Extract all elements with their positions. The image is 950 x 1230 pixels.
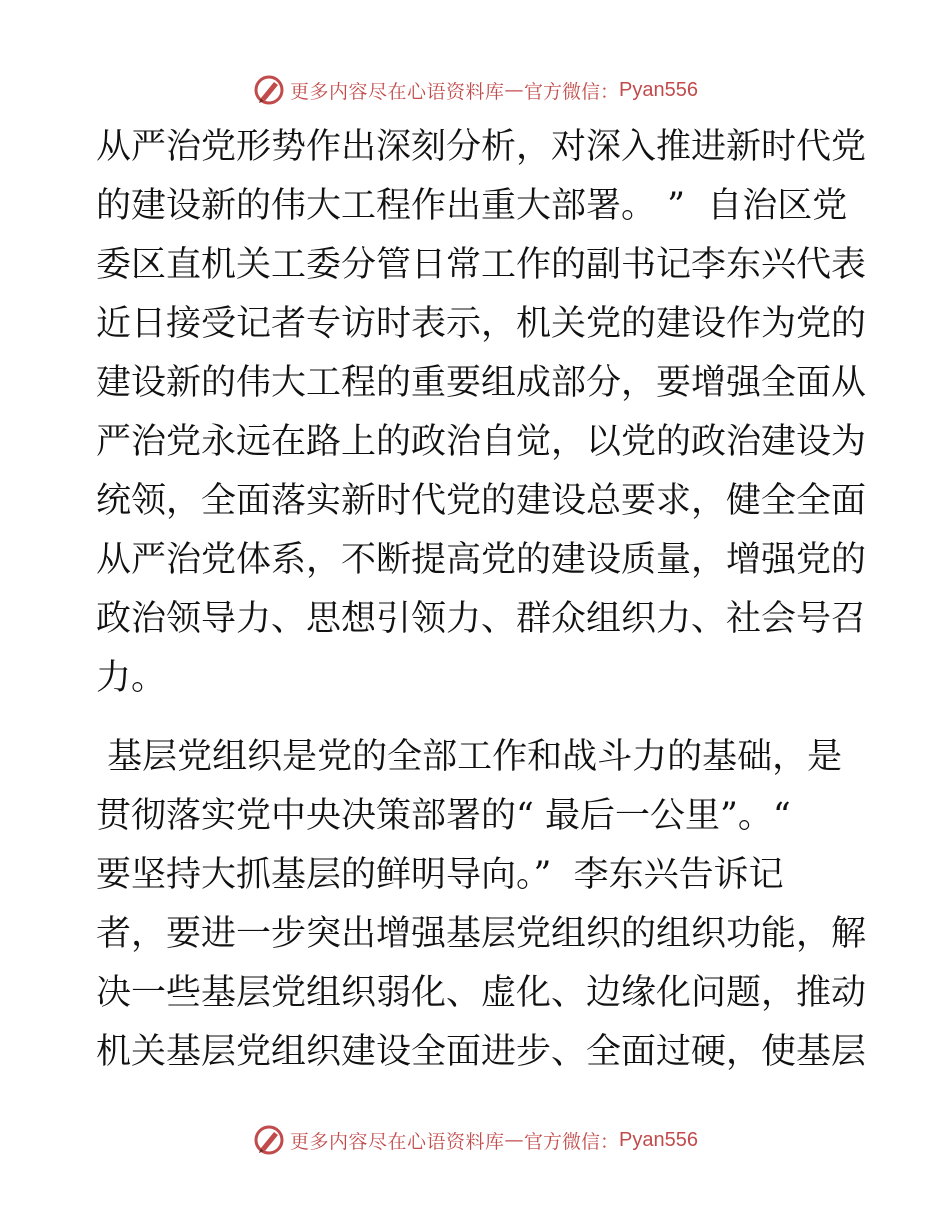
- paragraph-2: [96, 728, 867, 1082]
- pen-circle-icon: [252, 73, 286, 107]
- paragraph-gap: [96, 708, 856, 728]
- text-line: 要坚持大抓基层的鲜明导向。” 李东兴告诉记: [96, 855, 784, 895]
- header-wechat-label: 官方微信：: [524, 80, 620, 103]
- text-line: 近日接受记者专访时表示，机关党的建设作为党的: [96, 304, 867, 344]
- footer-banner: [0, 1120, 950, 1160]
- text-line: 严治党永远在路上的政治自觉，以党的政治建设为: [96, 422, 867, 462]
- text-line: 力。: [96, 658, 167, 698]
- text-line: 建设新的伟大工程的重要组成部分，要增强全面从: [96, 363, 867, 403]
- text-line: 从严治党形势作出深刻分析，对深入推进新时代党: [96, 127, 867, 167]
- text-line: 从严治党体系，不断提高党的建设质量，增强党的: [96, 540, 867, 580]
- header-wechat-id: Pyan556: [619, 78, 698, 101]
- footer-separator: —: [504, 1129, 525, 1151]
- text-line: 的建设新的伟大工程作出重大部署。 ” 自治区党: [96, 186, 848, 226]
- footer-wechat-id: Pyan556: [619, 1128, 698, 1151]
- header-banner: [0, 70, 950, 110]
- text-line: 基层党组织是党的全部工作和战斗力的基础，是: [96, 737, 843, 777]
- text-line: 统领，全面落实新时代党的建设总要求，健全全面: [96, 481, 867, 521]
- text-line: 机关基层党组织建设全面进步、全面过硬，使基层: [96, 1032, 867, 1072]
- paragraph-1: [96, 118, 867, 708]
- document-body: [96, 118, 867, 1082]
- text-line: 决一些基层党组织弱化、虚化、边缘化问题，推动: [96, 973, 867, 1013]
- text-line: 委区直机关工委分管日常工作的副书记李东兴代表: [96, 245, 867, 285]
- pen-circle-icon: [252, 1123, 286, 1157]
- footer-brand-text: 更多内容尽在心语资料库: [290, 1130, 505, 1153]
- header-brand-text: 更多内容尽在心语资料库: [290, 80, 505, 103]
- text-line: 政治领导力、思想引领力、群众组织力、社会号召: [96, 599, 867, 639]
- text-line: 者，要进一步突出增强基层党组织的组织功能，解: [96, 914, 867, 954]
- header-separator: —: [504, 79, 525, 101]
- text-line: 贯彻落实党中央决策部署的“ 最后一公里”。“: [96, 796, 791, 836]
- footer-wechat-label: 官方微信：: [524, 1130, 620, 1153]
